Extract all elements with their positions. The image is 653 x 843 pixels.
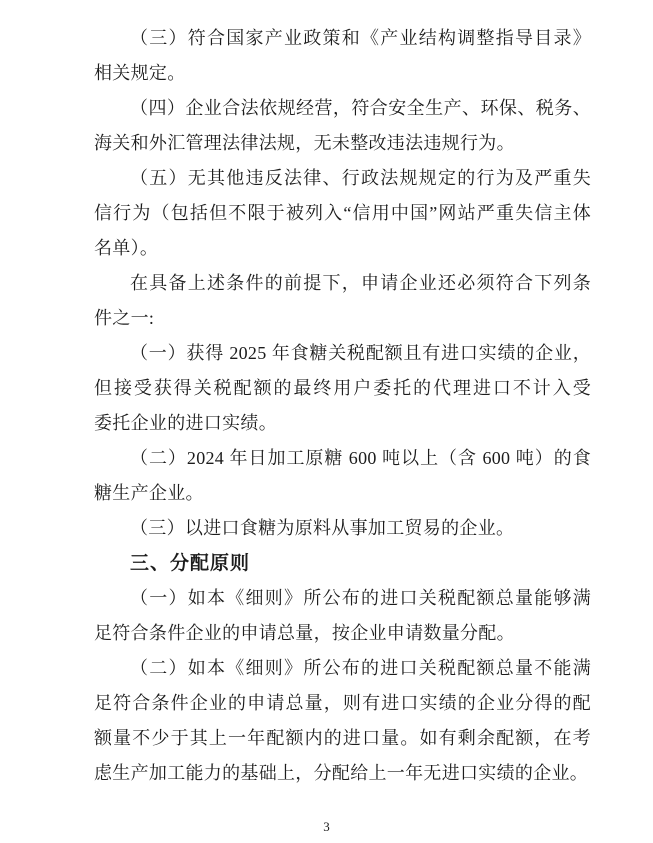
section-heading-allocation-principles: 三、分配原则	[130, 553, 251, 574]
text-line: （二）2024 年日加工原糖 600 吨以上（含 600 吨）的食	[130, 448, 591, 468]
text-line: 在具备上述条件的前提下，申请企业还必须符合下列条	[130, 273, 591, 293]
text-line: 名单）。	[94, 238, 159, 258]
text-line: （三）符合国家产业政策和《产业结构调整指导目录》	[130, 28, 591, 48]
page-number: 3	[323, 819, 330, 834]
text-line: 糖生产企业。	[94, 483, 204, 503]
text-line: （五）无其他违反法律、行政法规规定的行为及严重失	[130, 168, 591, 188]
text-line: 虑生产加工能力的基础上，分配给上一年无进口实绩的企业。	[94, 763, 589, 783]
text-line: （二）如本《细则》所公布的进口关税配额总量不能满	[130, 658, 591, 678]
text-line: 额量不少于其上一年配额内的进口量。如有剩余配额，在考	[94, 728, 591, 748]
text-line: （四）企业合法依规经营，符合安全生产、环保、税务、	[130, 98, 591, 118]
text-line: （一）如本《细则》所公布的进口关税配额总量能够满	[130, 588, 591, 608]
text-line: 足符合条件企业的申请总量，则有进口实绩的企业分得的配	[94, 693, 591, 713]
document-text-block	[94, 21, 591, 791]
text-line: 件之一:	[94, 308, 155, 328]
text-line: 信行为（包括但不限于被列入“信用中国”网站严重失信主体	[94, 203, 591, 223]
text-line: 委托企业的进口实绩。	[94, 413, 277, 433]
text-line: 足符合条件企业的申请总量，按企业申请数量分配。	[94, 623, 515, 643]
page-footer	[0, 818, 653, 836]
text-line: 海关和外汇管理法律法规，无未整改违法违规行为。	[94, 133, 515, 153]
text-line: （一）获得 2025 年食糖关税配额且有进口实绩的企业，	[130, 343, 591, 363]
text-line: （三）以进口食糖为原料从事加工贸易的企业。	[130, 518, 515, 538]
text-line: 相关规定。	[94, 63, 186, 83]
text-line: 但接受获得关税配额的最终用户委托的代理进口不计入受	[94, 378, 591, 398]
